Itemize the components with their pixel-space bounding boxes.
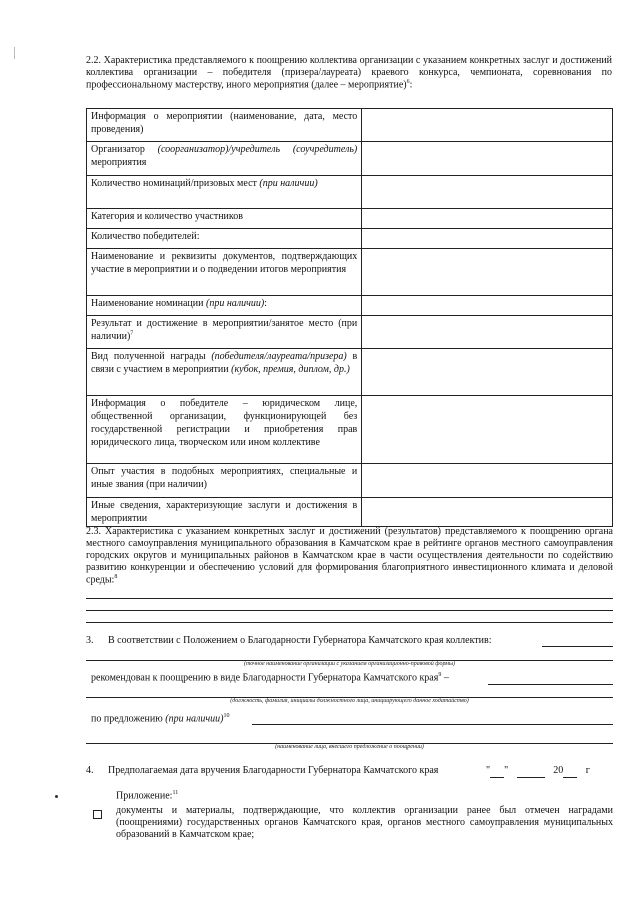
table-row	[87, 209, 613, 229]
table-row	[87, 176, 613, 209]
row-value-cell[interactable]	[362, 109, 613, 142]
section-number: 4.	[86, 765, 94, 776]
section-3-text: В соответствии с Положением о Благодарности Губернатора Камчатского края коллектив:	[108, 635, 492, 646]
appendix-item-text: документы и материалы, подтверждающие, что коллектив организации ранее был отмечен наградами (поощрениями) государственных органов Камчатского края, органов местного самоуправления муниципальных образований в Камчатском крае;	[116, 805, 613, 840]
table-row	[87, 249, 613, 296]
date-field: " " 20 г	[486, 765, 590, 776]
row-value-cell[interactable]	[362, 249, 613, 296]
table-row	[87, 296, 613, 316]
recommend-line: рекомендован к поощрению в виде Благодарности Губернатора Камчатского края$^9$ –	[91, 672, 449, 684]
row-label: Количество номинаций/призовых мест (при наличии)	[87, 176, 362, 209]
fill-line[interactable]	[488, 684, 613, 685]
row-value-cell[interactable]	[362, 349, 613, 396]
achievement-table	[86, 108, 613, 527]
row-value-cell[interactable]	[362, 316, 613, 349]
row-label: Наименование и реквизиты документов, подтверждающих участие в мероприятии и о подведении итогов мероприятия	[87, 249, 362, 296]
row-label: Иные сведения, характеризующие заслуги и достижения в мероприятии	[87, 498, 362, 527]
year-blank[interactable]	[563, 765, 577, 778]
row-label: Результат и достижение в мероприятии/занятое место (при наличии)$^7$	[87, 316, 362, 349]
appendix-label: Приложение:$^{11}$	[116, 790, 179, 802]
table-row	[87, 498, 613, 527]
table-row	[87, 142, 613, 176]
footnote-ref: 6	[406, 79, 410, 85]
margin-mark	[14, 47, 15, 59]
row-value-cell[interactable]	[362, 176, 613, 209]
table-row	[87, 349, 613, 396]
section-number: 3.	[86, 635, 94, 646]
fill-line[interactable]	[542, 646, 613, 647]
row-value-cell[interactable]	[362, 209, 613, 229]
appendix-checkbox[interactable]	[93, 810, 102, 819]
row-label: Категория и количество участников	[87, 209, 362, 229]
month-blank[interactable]	[517, 765, 545, 778]
row-value-cell[interactable]	[362, 396, 613, 464]
section-2-3	[86, 526, 613, 586]
table-row	[87, 316, 613, 349]
section-3-line	[86, 635, 492, 647]
margin-dot	[55, 795, 58, 798]
row-label: Организатор (соорганизатор)/учредитель (соучредитель) мероприятия	[87, 142, 362, 176]
table-row	[87, 109, 613, 142]
row-value-cell[interactable]	[362, 498, 613, 527]
section-2-2-intro: 2.2. Характеристика представляемого к поощрению коллектива организации с указанием конкретных заслуг и достижений коллектива организации – победителя (призера/лауреата) краевого конкурса, чемпионата, соревнования по профессиональному мастерству, иного мероприятия (далее – мероприятие)$^6$:	[86, 55, 612, 91]
caption-organization: (точное наименование организации с указанием организационно-правовой формы)	[243, 661, 456, 667]
table-row	[87, 464, 613, 498]
table-row	[87, 229, 613, 249]
caption-proposer: (наименование лица, внесшего предложение о поощрении)	[275, 744, 424, 750]
row-label: Количество победителей:	[87, 229, 362, 249]
recommend-text: рекомендован к поощрению в виде Благодарности Губернатора Камчатского края	[91, 672, 439, 684]
caption-official: (должность, фамилия, инициалы должностного лица, инициирующего данное ходатайство)	[230, 698, 469, 704]
row-value-cell[interactable]	[362, 464, 613, 498]
fill-line[interactable]	[86, 598, 613, 599]
row-value-cell[interactable]	[362, 296, 613, 316]
footnote-ref: 8	[114, 574, 118, 580]
proposal-line: по предложению (при наличии)$^{10}$	[91, 713, 230, 725]
row-value-cell[interactable]	[362, 229, 613, 249]
section-2-3-text: 2.3. Характеристика с указанием конкретных заслуг и достижений (результатов) представляемого к поощрению органа местного самоуправления муниципального образования в Камчатском крае в рейтинге органов местного самоуправления городских округов и муниципальных районов в Камчатском крае в части осуществления деятельности по содействию развитию конкуренции и обеспечению условий для формирования благоприятного инвестиционного климата и деловой среды:	[86, 526, 613, 586]
row-label: Наименование номинации (при наличии):	[87, 296, 362, 316]
row-label: Информация о мероприятии (наименование, дата, место проведения)	[87, 109, 362, 142]
section-4-line	[86, 765, 438, 777]
row-label: Информация о победителе – юридическом лице, общественной организации, функционирующей без государственной регистрации и приобретения прав юридического лица, творческом или ином коллективе	[87, 396, 362, 464]
row-value-cell[interactable]	[362, 142, 613, 176]
day-blank[interactable]	[490, 765, 504, 778]
fill-line[interactable]	[86, 622, 613, 623]
fill-line[interactable]	[86, 610, 613, 611]
table-row	[87, 396, 613, 464]
row-label: Опыт участия в подобных мероприятиях, специальные и иные звания (при наличии)	[87, 464, 362, 498]
section-4-text: Предполагаемая дата вручения Благодарности Губернатора Камчатского края	[108, 765, 439, 776]
section-2-2-text: 2.2. Характеристика представляемого к поощрению коллектива организации с указанием конкретных заслуг и достижений коллектива организации – победителя (призера/лауреата) краевого конкурса, чемпионата, соревнования по профессиональному мастерству, иного мероприятия (далее – мероприятие)	[86, 55, 612, 91]
row-label: Вид полученной награды (победителя/лауреата/призера) в связи с участием в мероприятии (кубок, премия, диплом, др.)	[87, 349, 362, 396]
fill-line[interactable]	[252, 724, 613, 725]
